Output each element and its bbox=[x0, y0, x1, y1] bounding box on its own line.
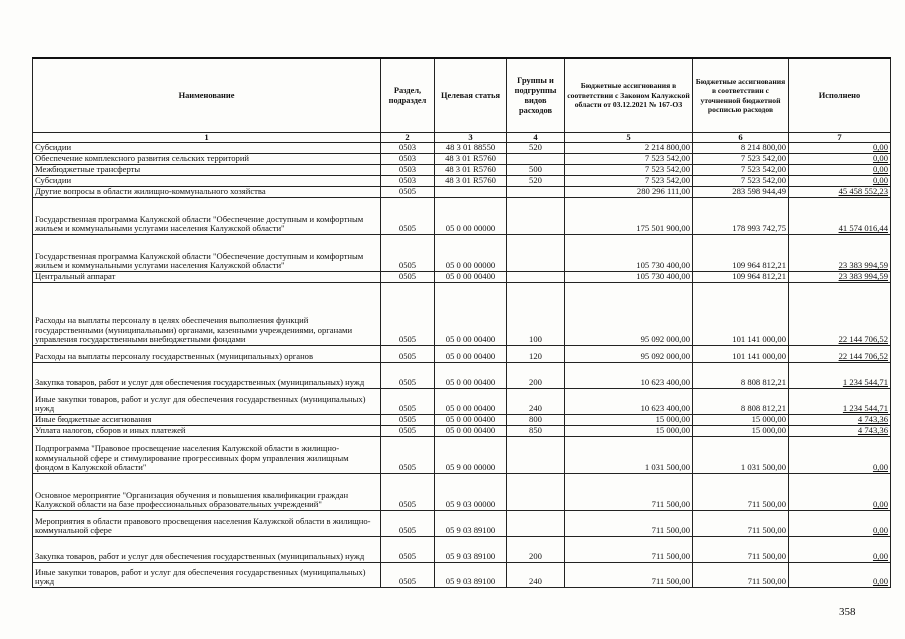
cell-target bbox=[435, 187, 507, 198]
cell-section: 0505 bbox=[381, 437, 435, 474]
cell-executed: 0,00 bbox=[789, 437, 891, 474]
cell-group bbox=[507, 235, 565, 272]
cell-section: 0505 bbox=[381, 415, 435, 426]
table-row bbox=[33, 363, 891, 389]
table-row bbox=[33, 165, 891, 176]
table-row bbox=[33, 474, 891, 511]
cell-name: Межбюджетные трансферты bbox=[33, 165, 381, 176]
column-number: 5 bbox=[565, 133, 693, 143]
cell-target: 05 9 03 89100 bbox=[435, 537, 507, 563]
cell-refined: 283 598 944,49 bbox=[693, 187, 789, 198]
cell-section: 0503 bbox=[381, 176, 435, 187]
table-row bbox=[33, 426, 891, 437]
cell-target: 48 3 01 R5760 bbox=[435, 154, 507, 165]
cell-refined: 8 808 812,21 bbox=[693, 389, 789, 415]
table-row bbox=[33, 235, 891, 272]
cell-name: Расходы на выплаты персоналу государственных (муниципальных) органов bbox=[33, 346, 381, 363]
cell-name: Обеспечение комплексного развития сельских территорий bbox=[33, 154, 381, 165]
cell-group: 120 bbox=[507, 346, 565, 363]
cell-group bbox=[507, 187, 565, 198]
table-row bbox=[33, 143, 891, 154]
cell-law: 7 523 542,00 bbox=[565, 176, 693, 187]
cell-refined: 101 141 000,00 bbox=[693, 283, 789, 346]
cell-refined: 711 500,00 bbox=[693, 474, 789, 511]
cell-group: 500 bbox=[507, 165, 565, 176]
table-row bbox=[33, 511, 891, 537]
cell-name: Иные закупки товаров, работ и услуг для обеспечения государственных (муниципальных) нужд bbox=[33, 389, 381, 415]
header-target: Целевая статья bbox=[435, 58, 507, 133]
cell-refined: 711 500,00 bbox=[693, 537, 789, 563]
cell-target: 05 0 00 00400 bbox=[435, 283, 507, 346]
header-row bbox=[33, 58, 891, 133]
cell-name: Государственная программа Калужской области "Обеспечение доступным и комфортным жильем и коммунальными услугами населения Калужской области" bbox=[33, 198, 381, 235]
cell-section: 0505 bbox=[381, 346, 435, 363]
cell-target: 05 9 03 00000 bbox=[435, 474, 507, 511]
cell-law: 10 623 400,00 bbox=[565, 363, 693, 389]
cell-target: 05 0 00 00400 bbox=[435, 272, 507, 283]
table-body bbox=[33, 143, 891, 588]
table-row bbox=[33, 437, 891, 474]
cell-section: 0505 bbox=[381, 363, 435, 389]
cell-name: Закупка товаров, работ и услуг для обеспечения государственных (муниципальных) нужд bbox=[33, 363, 381, 389]
cell-law: 10 623 400,00 bbox=[565, 389, 693, 415]
header-law-allocations: Бюджетные ассигнования в соответствии с Законом Калужской области от 03.12.2021 № 167-ОЗ bbox=[565, 58, 693, 133]
column-number: 1 bbox=[33, 133, 381, 143]
cell-group bbox=[507, 272, 565, 283]
page-number: 358 bbox=[839, 606, 856, 618]
cell-law: 105 730 400,00 bbox=[565, 272, 693, 283]
cell-refined: 8 214 800,00 bbox=[693, 143, 789, 154]
table-row bbox=[33, 346, 891, 363]
cell-section: 0505 bbox=[381, 537, 435, 563]
cell-refined: 178 993 742,75 bbox=[693, 198, 789, 235]
cell-law: 711 500,00 bbox=[565, 537, 693, 563]
cell-refined: 15 000,00 bbox=[693, 415, 789, 426]
cell-name: Основное мероприятие "Организация обучения и повышения квалификации граждан Калужской области на базе профессиональных образовательных учреждений" bbox=[33, 474, 381, 511]
cell-law: 15 000,00 bbox=[565, 426, 693, 437]
cell-group bbox=[507, 511, 565, 537]
cell-section: 0503 bbox=[381, 154, 435, 165]
cell-executed: 23 383 994,59 bbox=[789, 235, 891, 272]
cell-executed: 4 743,36 bbox=[789, 415, 891, 426]
cell-refined: 1 031 500,00 bbox=[693, 437, 789, 474]
cell-group: 520 bbox=[507, 176, 565, 187]
cell-section: 0505 bbox=[381, 426, 435, 437]
cell-refined: 711 500,00 bbox=[693, 511, 789, 537]
cell-section: 0505 bbox=[381, 272, 435, 283]
cell-name: Центральный аппарат bbox=[33, 272, 381, 283]
cell-law: 175 501 900,00 bbox=[565, 198, 693, 235]
cell-target: 05 9 03 89100 bbox=[435, 563, 507, 588]
table-row bbox=[33, 187, 891, 198]
cell-name: Государственная программа Калужской области "Обеспечение доступным и комфортным жильем и коммунальными услугами населения Калужской области" bbox=[33, 235, 381, 272]
cell-group: 240 bbox=[507, 563, 565, 588]
cell-group: 100 bbox=[507, 283, 565, 346]
cell-executed: 0,00 bbox=[789, 176, 891, 187]
cell-name: Подпрограмма "Правовое просвещение населения Калужской области в жилищно-коммунальной сфере и стимулирование прогрессивных форм управления жилищным фондом в Калужской области" bbox=[33, 437, 381, 474]
cell-executed: 0,00 bbox=[789, 165, 891, 176]
cell-target: 48 3 01 88550 bbox=[435, 143, 507, 154]
cell-law: 1 031 500,00 bbox=[565, 437, 693, 474]
cell-name: Мероприятия в области правового просвещения населения Калужской области в жилищно-коммунальной сфере bbox=[33, 511, 381, 537]
table-row bbox=[33, 154, 891, 165]
header-refined-allocations: Бюджетные ассигнования в соответствии с уточненной бюджетной росписью расходов bbox=[693, 58, 789, 133]
table-row bbox=[33, 198, 891, 235]
cell-group bbox=[507, 154, 565, 165]
cell-law: 95 092 000,00 bbox=[565, 346, 693, 363]
column-number: 3 bbox=[435, 133, 507, 143]
cell-section: 0505 bbox=[381, 563, 435, 588]
column-number: 2 bbox=[381, 133, 435, 143]
cell-refined: 711 500,00 bbox=[693, 563, 789, 588]
cell-group bbox=[507, 437, 565, 474]
cell-refined: 8 808 812,21 bbox=[693, 363, 789, 389]
cell-name: Субсидии bbox=[33, 176, 381, 187]
cell-name: Иные закупки товаров, работ и услуг для обеспечения государственных (муниципальных) нужд bbox=[33, 563, 381, 588]
cell-name: Другие вопросы в области жилищно-коммунального хозяйства bbox=[33, 187, 381, 198]
column-number: 6 bbox=[693, 133, 789, 143]
table-row bbox=[33, 537, 891, 563]
cell-section: 0505 bbox=[381, 474, 435, 511]
cell-section: 0505 bbox=[381, 187, 435, 198]
cell-section: 0505 bbox=[381, 235, 435, 272]
cell-law: 711 500,00 bbox=[565, 474, 693, 511]
cell-refined: 7 523 542,00 bbox=[693, 165, 789, 176]
cell-name: Уплата налогов, сборов и иных платежей bbox=[33, 426, 381, 437]
cell-group: 850 bbox=[507, 426, 565, 437]
cell-group: 200 bbox=[507, 363, 565, 389]
cell-executed: 1 234 544,71 bbox=[789, 363, 891, 389]
cell-group: 240 bbox=[507, 389, 565, 415]
budget-table bbox=[32, 57, 891, 588]
cell-section: 0503 bbox=[381, 143, 435, 154]
cell-group: 200 bbox=[507, 537, 565, 563]
cell-group bbox=[507, 198, 565, 235]
cell-refined: 15 000,00 bbox=[693, 426, 789, 437]
header-name: Наименование bbox=[33, 58, 381, 133]
cell-target: 05 9 03 89100 bbox=[435, 511, 507, 537]
cell-refined: 109 964 812,21 bbox=[693, 272, 789, 283]
cell-target: 48 3 01 R5760 bbox=[435, 165, 507, 176]
cell-target: 05 0 00 00000 bbox=[435, 198, 507, 235]
cell-group: 800 bbox=[507, 415, 565, 426]
cell-target: 05 0 00 00400 bbox=[435, 389, 507, 415]
cell-executed: 1 234 544,71 bbox=[789, 389, 891, 415]
cell-refined: 7 523 542,00 bbox=[693, 176, 789, 187]
cell-name: Иные бюджетные ассигнования bbox=[33, 415, 381, 426]
table-row bbox=[33, 563, 891, 588]
table-row bbox=[33, 176, 891, 187]
header-groups: Группы и подгруппы видов расходов bbox=[507, 58, 565, 133]
cell-group bbox=[507, 474, 565, 511]
cell-refined: 109 964 812,21 bbox=[693, 235, 789, 272]
cell-law: 15 000,00 bbox=[565, 415, 693, 426]
cell-section: 0505 bbox=[381, 389, 435, 415]
cell-target: 05 0 00 00400 bbox=[435, 346, 507, 363]
cell-name: Расходы на выплаты персоналу в целях обеспечения выполнения функций государственными (муниципальными) органами, казенными учреждениями, органами управления государственными внебюджетными фондами bbox=[33, 283, 381, 346]
table-row bbox=[33, 283, 891, 346]
cell-group: 520 bbox=[507, 143, 565, 154]
cell-executed: 0,00 bbox=[789, 537, 891, 563]
cell-law: 711 500,00 bbox=[565, 511, 693, 537]
cell-executed: 45 458 552,23 bbox=[789, 187, 891, 198]
cell-law: 7 523 542,00 bbox=[565, 165, 693, 176]
cell-executed: 0,00 bbox=[789, 511, 891, 537]
cell-name: Субсидии bbox=[33, 143, 381, 154]
cell-section: 0505 bbox=[381, 511, 435, 537]
cell-law: 2 214 800,00 bbox=[565, 143, 693, 154]
cell-name: Закупка товаров, работ и услуг для обеспечения государственных (муниципальных) нужд bbox=[33, 537, 381, 563]
header-executed: Исполнено bbox=[789, 58, 891, 133]
table-row bbox=[33, 415, 891, 426]
cell-executed: 41 574 016,44 bbox=[789, 198, 891, 235]
cell-executed: 23 383 994,59 bbox=[789, 272, 891, 283]
cell-target: 05 0 00 00400 bbox=[435, 426, 507, 437]
cell-refined: 101 141 000,00 bbox=[693, 346, 789, 363]
cell-law: 711 500,00 bbox=[565, 563, 693, 588]
cell-executed: 22 144 706,52 bbox=[789, 346, 891, 363]
table-row bbox=[33, 389, 891, 415]
column-number: 4 bbox=[507, 133, 565, 143]
cell-law: 105 730 400,00 bbox=[565, 235, 693, 272]
cell-executed: 0,00 bbox=[789, 474, 891, 511]
cell-law: 7 523 542,00 bbox=[565, 154, 693, 165]
cell-target: 05 0 00 00000 bbox=[435, 235, 507, 272]
cell-refined: 7 523 542,00 bbox=[693, 154, 789, 165]
cell-section: 0505 bbox=[381, 283, 435, 346]
cell-executed: 22 144 706,52 bbox=[789, 283, 891, 346]
cell-executed: 0,00 bbox=[789, 154, 891, 165]
header-section: Раздел, подраздел bbox=[381, 58, 435, 133]
cell-target: 05 0 00 00400 bbox=[435, 363, 507, 389]
cell-executed: 0,00 bbox=[789, 563, 891, 588]
cell-executed: 4 743,36 bbox=[789, 426, 891, 437]
cell-target: 05 9 00 00000 bbox=[435, 437, 507, 474]
cell-target: 48 3 01 R5760 bbox=[435, 176, 507, 187]
table-row bbox=[33, 272, 891, 283]
column-number: 7 bbox=[789, 133, 891, 143]
cell-section: 0505 bbox=[381, 198, 435, 235]
cell-section: 0503 bbox=[381, 165, 435, 176]
cell-executed: 0,00 bbox=[789, 143, 891, 154]
column-number-row bbox=[33, 133, 891, 143]
cell-target: 05 0 00 00400 bbox=[435, 415, 507, 426]
cell-law: 95 092 000,00 bbox=[565, 283, 693, 346]
cell-law: 280 296 111,00 bbox=[565, 187, 693, 198]
